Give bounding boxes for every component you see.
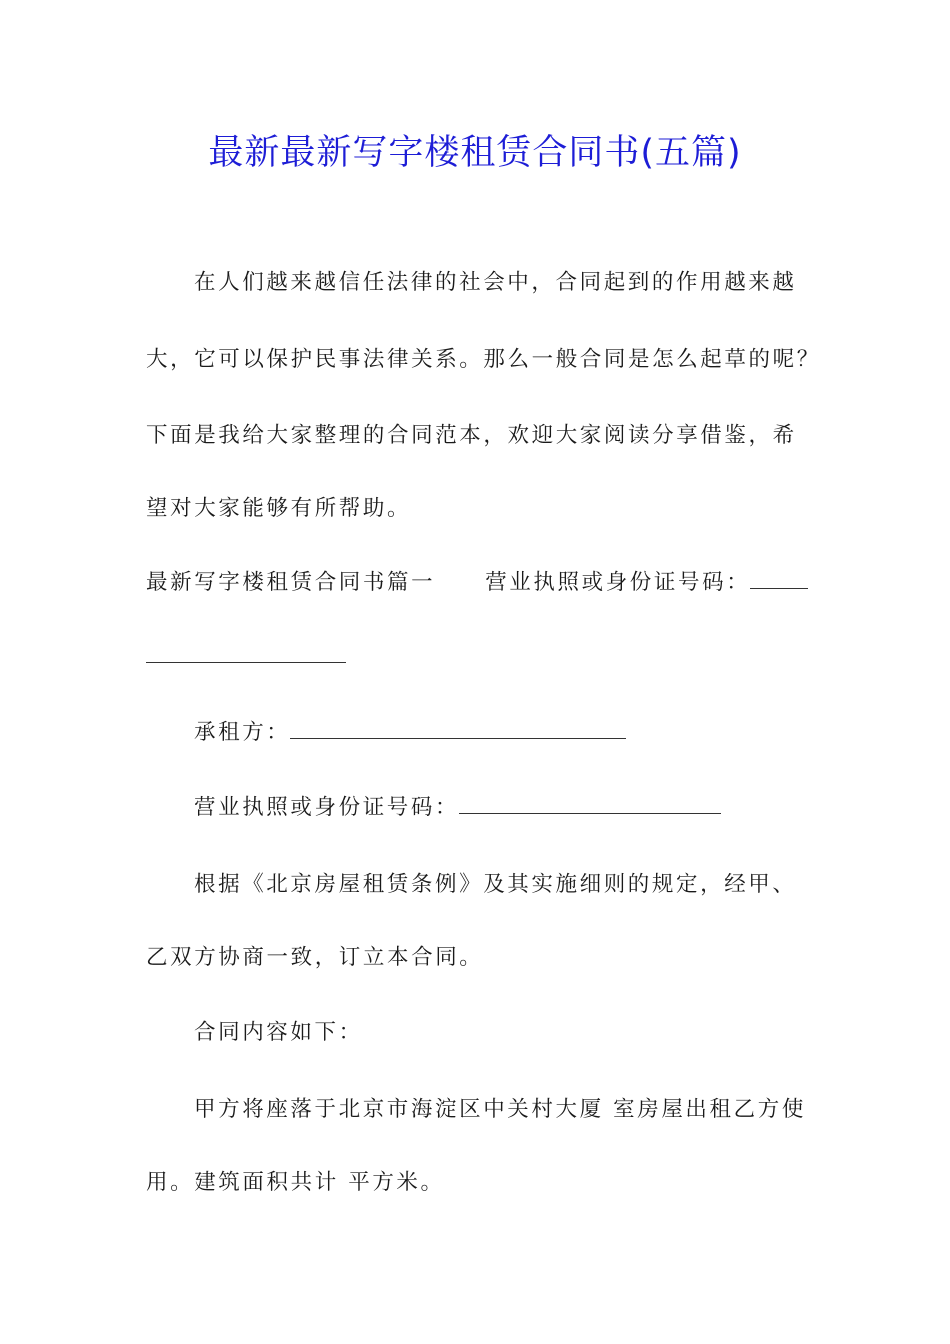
section-heading-line	[146, 568, 826, 598]
lessee-line	[194, 718, 874, 748]
intro-line-4: 望对大家能够有所帮助。	[146, 496, 412, 521]
license-blank-2	[459, 793, 721, 814]
intro-line-2: 大，它可以保护民事法律关系。那么一般合同是怎么起草的呢？	[146, 347, 821, 372]
section-heading: 最新写字楼租赁合同书篇一	[146, 570, 436, 595]
license-line-2	[194, 793, 874, 823]
basis-line-1: 根据《北京房屋租赁条例》及其实施细则的规定，经甲、	[194, 872, 797, 897]
license-label: 营业执照或身份证号码：	[485, 570, 751, 595]
premises-line-2: 用。建筑面积共计 平方米。	[146, 1170, 445, 1195]
intro-line-1: 在人们越来越信任法律的社会中，合同起到的作用越来越	[194, 270, 797, 295]
document-title: 最新最新写字楼租赁合同书(五篇)	[208, 133, 742, 173]
basis-line-2: 乙双方协商一致，订立本合同。	[146, 945, 484, 970]
license-blank-continued-line	[146, 642, 826, 672]
lessee-label: 承租方：	[194, 720, 291, 745]
lessee-blank	[290, 718, 626, 739]
license-blank-continued	[146, 642, 346, 663]
intro-line-3: 下面是我给大家整理的合同范本，欢迎大家阅读分享借鉴，希	[146, 423, 797, 448]
premises-line-1: 甲方将座落于北京市海淀区中关村大厦 室房屋出租乙方使	[194, 1097, 806, 1122]
license-blank	[750, 568, 808, 589]
license-label-2: 营业执照或身份证号码：	[194, 795, 460, 820]
content-heading: 合同内容如下：	[194, 1020, 363, 1045]
